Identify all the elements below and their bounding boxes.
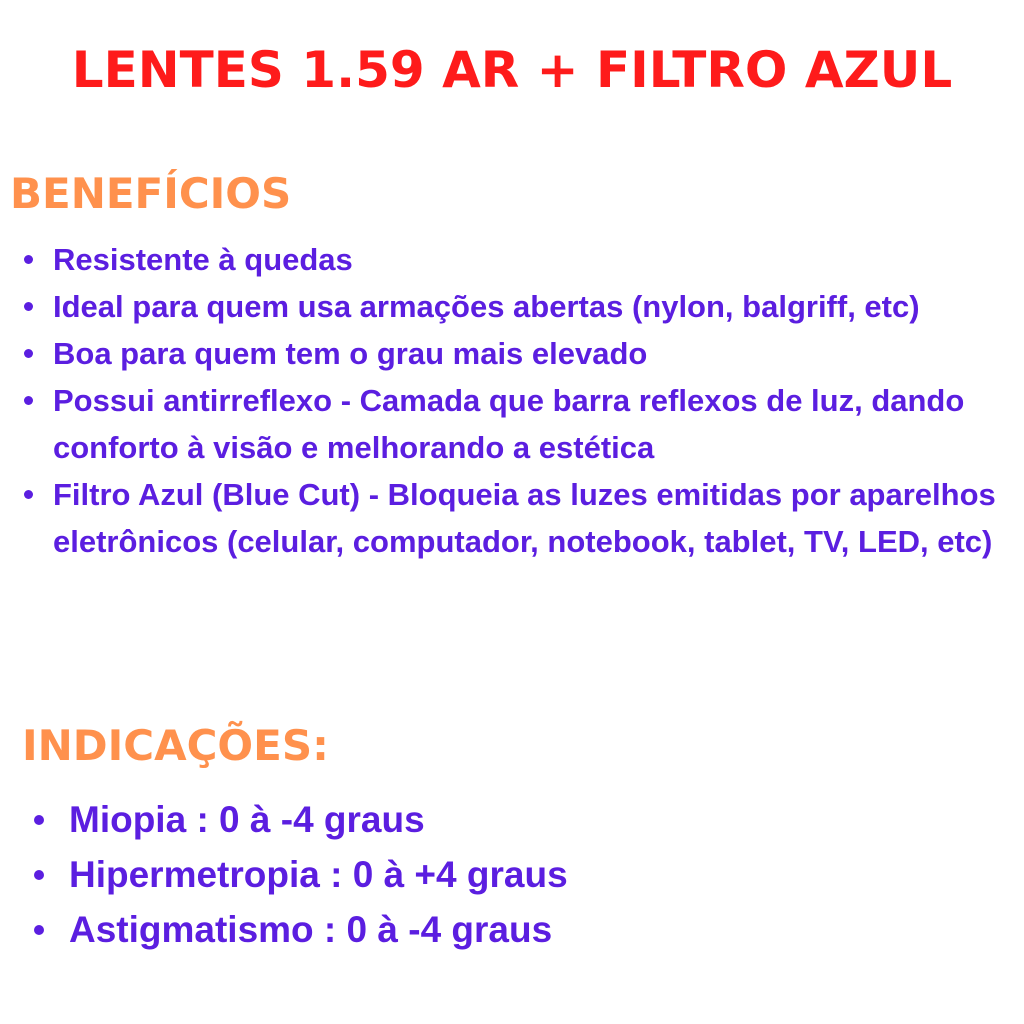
indicacoes-heading: INDICAÇÕES:	[22, 721, 329, 770]
beneficios-list	[20, 236, 1010, 565]
list-item-text: Filtro Azul (Blue Cut) - Bloqueia as luzes emitidas por aparelhos eletrônicos (celular, computador, notebook, tablet, TV, LED, etc)	[53, 477, 996, 559]
list-item	[20, 283, 1010, 330]
indicacoes-list	[32, 792, 992, 957]
list-item	[32, 902, 992, 957]
list-item-text: Possui antirreflexo - Camada que barra reflexos de luz, dando conforto à visão e melhorando a estética	[53, 383, 965, 465]
bullet-icon	[24, 255, 33, 264]
bullet-icon	[24, 302, 33, 311]
list-item-text: Boa para quem tem o grau mais elevado	[53, 336, 648, 371]
list-item	[20, 330, 1010, 377]
list-item-text: Ideal para quem usa armações abertas (nylon, balgriff, etc)	[53, 289, 920, 324]
bullet-icon	[24, 349, 33, 358]
bullet-icon	[24, 490, 33, 499]
list-item-text: Miopia : 0 à -4 graus	[69, 799, 425, 840]
bullet-icon	[34, 815, 44, 825]
page-title: LENTES 1.59 AR + FILTRO AZUL	[71, 41, 953, 99]
list-item	[20, 471, 1010, 565]
list-item-text: Hipermetropia : 0 à +4 graus	[69, 854, 568, 895]
list-item	[32, 792, 992, 847]
bullet-icon	[34, 925, 44, 935]
bullet-icon	[24, 396, 33, 405]
list-item-text: Astigmatismo : 0 à -4 graus	[69, 909, 553, 950]
list-item-text: Resistente à quedas	[53, 242, 353, 277]
beneficios-heading: BENEFÍCIOS	[10, 169, 292, 218]
bullet-icon	[34, 870, 44, 880]
list-item	[20, 377, 1010, 471]
list-item	[20, 236, 1010, 283]
list-item	[32, 847, 992, 902]
